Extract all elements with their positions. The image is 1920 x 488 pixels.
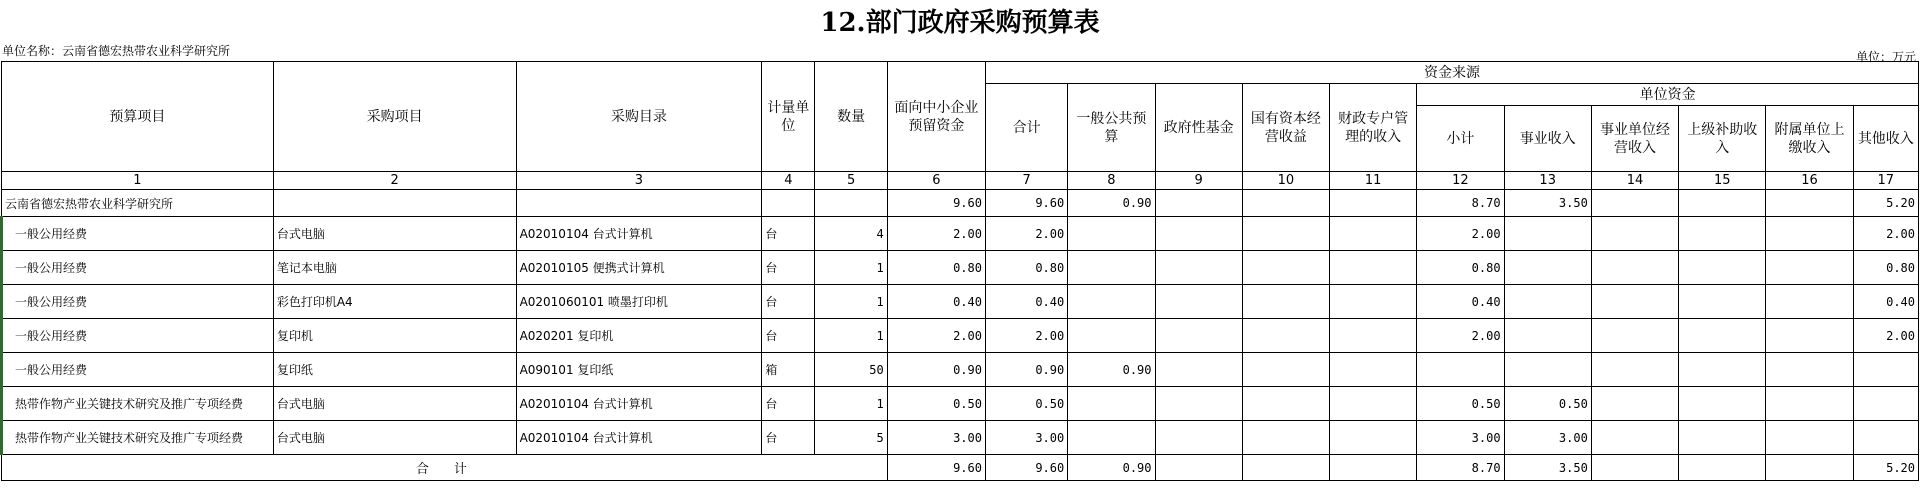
cell-budget-item: 热带作物产业关键技术研究及推广专项经费 bbox=[2, 421, 274, 455]
header-fund-source: 资金来源 bbox=[985, 62, 1918, 84]
cell-measure-unit bbox=[762, 190, 815, 217]
cell-fiscal-special bbox=[1330, 387, 1417, 421]
cell-purchase-item: 笔记本电脑 bbox=[273, 251, 516, 285]
cell-measure-unit: 台 bbox=[762, 251, 815, 285]
cell-state-capital bbox=[1242, 319, 1329, 353]
index-cell: 3 bbox=[516, 172, 762, 190]
cell-other-income: 2.00 bbox=[1853, 319, 1918, 353]
cell-business-income bbox=[1591, 387, 1678, 421]
cell-fiscal-special bbox=[1330, 285, 1417, 319]
table-row bbox=[2, 387, 1919, 421]
cell-career-income bbox=[1504, 319, 1591, 353]
cell-total: 0.80 bbox=[985, 251, 1067, 285]
index-cell: 17 bbox=[1853, 172, 1918, 190]
cell-purchase-item: 复印纸 bbox=[273, 353, 516, 387]
cell-general-public bbox=[1068, 387, 1155, 421]
header-career-income: 事业收入 bbox=[1504, 106, 1591, 172]
cell-gov-fund bbox=[1155, 421, 1242, 455]
index-cell: 8 bbox=[1068, 172, 1155, 190]
cell-purchase-item: 复印机 bbox=[273, 319, 516, 353]
cell-total: 0.90 bbox=[985, 353, 1067, 387]
cell-purchase-item: 彩色打印机A4 bbox=[273, 285, 516, 319]
cell-general-public bbox=[1068, 421, 1155, 455]
table-row bbox=[2, 421, 1919, 455]
cell-career-income: 3.00 bbox=[1504, 421, 1591, 455]
index-cell: 10 bbox=[1242, 172, 1329, 190]
cell-total: 9.60 bbox=[985, 190, 1067, 217]
header-other-income: 其他收入 bbox=[1853, 106, 1918, 172]
cell-state-capital bbox=[1242, 353, 1329, 387]
cell-quantity: 4 bbox=[815, 217, 887, 251]
cell-measure-unit: 台 bbox=[762, 217, 815, 251]
cell-state-capital bbox=[1242, 217, 1329, 251]
cell-measure-unit: 台 bbox=[762, 421, 815, 455]
index-row bbox=[2, 172, 1919, 190]
header-total: 合计 bbox=[985, 84, 1067, 172]
index-cell: 1 bbox=[2, 172, 274, 190]
cell-sme-reserved: 3.00 bbox=[887, 421, 985, 455]
header-superior-subsidy: 上级补助收入 bbox=[1679, 106, 1766, 172]
unit-name: 单位名称：云南省德宏热带农业科学研究所 bbox=[2, 44, 231, 58]
cell-purchase-catalog bbox=[516, 190, 762, 217]
cell-total: 0.40 bbox=[985, 285, 1067, 319]
cell-business-income bbox=[1591, 319, 1678, 353]
table-row bbox=[2, 319, 1919, 353]
cell-budget-item: 热带作物产业关键技术研究及推广专项经费 bbox=[2, 387, 274, 421]
table-row bbox=[2, 217, 1919, 251]
header-unit-fund: 单位资金 bbox=[1417, 84, 1919, 106]
total-row bbox=[2, 455, 1919, 481]
procurement-table bbox=[0, 61, 1919, 481]
total-sme-reserved: 9.60 bbox=[887, 455, 985, 481]
cell-career-income: 3.50 bbox=[1504, 190, 1591, 217]
index-cell: 16 bbox=[1766, 172, 1853, 190]
cell-subtotal: 0.40 bbox=[1417, 285, 1504, 319]
total-career-income: 3.50 bbox=[1504, 455, 1591, 481]
cell-business-income bbox=[1591, 251, 1678, 285]
cell-gov-fund bbox=[1155, 251, 1242, 285]
header-budget-item: 预算项目 bbox=[2, 62, 274, 172]
cell-general-public bbox=[1068, 319, 1155, 353]
total-other-income: 5.20 bbox=[1853, 455, 1918, 481]
cell-purchase-item: 台式电脑 bbox=[273, 421, 516, 455]
total-total: 9.60 bbox=[985, 455, 1067, 481]
cell-quantity: 1 bbox=[815, 251, 887, 285]
cell-fiscal-special bbox=[1330, 319, 1417, 353]
cell-affiliated-income bbox=[1766, 217, 1853, 251]
cell-fiscal-special bbox=[1330, 251, 1417, 285]
cell-subtotal: 8.70 bbox=[1417, 190, 1504, 217]
index-cell: 14 bbox=[1591, 172, 1678, 190]
index-cell: 9 bbox=[1155, 172, 1242, 190]
cell-superior-subsidy bbox=[1679, 251, 1766, 285]
cell-gov-fund bbox=[1155, 353, 1242, 387]
cell-business-income bbox=[1591, 285, 1678, 319]
cell-measure-unit: 箱 bbox=[762, 353, 815, 387]
header-quantity: 数量 bbox=[815, 62, 887, 172]
total-fiscal-special bbox=[1330, 455, 1417, 481]
index-cell: 5 bbox=[815, 172, 887, 190]
index-cell: 12 bbox=[1417, 172, 1504, 190]
cell-gov-fund bbox=[1155, 319, 1242, 353]
header-affiliated-income: 附属单位上缴收入 bbox=[1766, 106, 1853, 172]
unit-label: 单位：万元 bbox=[1855, 50, 1916, 64]
header-sme-reserved: 面向中小企业预留资金 bbox=[887, 62, 985, 172]
cell-superior-subsidy bbox=[1679, 353, 1766, 387]
cell-other-income bbox=[1853, 387, 1918, 421]
index-cell: 11 bbox=[1330, 172, 1417, 190]
cell-subtotal: 2.00 bbox=[1417, 319, 1504, 353]
cell-purchase-catalog: A090101 复印纸 bbox=[516, 353, 762, 387]
cell-subtotal: 2.00 bbox=[1417, 217, 1504, 251]
cell-purchase-catalog: A02010104 台式计算机 bbox=[516, 387, 762, 421]
cell-budget-item: 一般公用经费 bbox=[2, 353, 274, 387]
cell-other-income bbox=[1853, 421, 1918, 455]
index-cell: 13 bbox=[1504, 172, 1591, 190]
page-title: 12.部门政府采购预算表 bbox=[820, 7, 1100, 38]
cell-measure-unit: 台 bbox=[762, 285, 815, 319]
total-state-capital bbox=[1242, 455, 1329, 481]
cell-total: 0.50 bbox=[985, 387, 1067, 421]
total-affiliated-income bbox=[1766, 455, 1853, 481]
cell-affiliated-income bbox=[1766, 353, 1853, 387]
cell-gov-fund bbox=[1155, 190, 1242, 217]
cell-other-income bbox=[1853, 353, 1918, 387]
table-row bbox=[2, 353, 1919, 387]
cell-other-income: 5.20 bbox=[1853, 190, 1918, 217]
cell-business-income bbox=[1591, 353, 1678, 387]
cell-purchase-catalog: A02010104 台式计算机 bbox=[516, 217, 762, 251]
cell-budget-item: 一般公用经费 bbox=[2, 285, 274, 319]
cell-superior-subsidy bbox=[1679, 421, 1766, 455]
cell-purchase-item: 台式电脑 bbox=[273, 217, 516, 251]
cell-subtotal: 0.80 bbox=[1417, 251, 1504, 285]
cell-budget-item: 一般公用经费 bbox=[2, 251, 274, 285]
cell-state-capital bbox=[1242, 190, 1329, 217]
cell-affiliated-income bbox=[1766, 251, 1853, 285]
cell-purchase-catalog: A020201 复印机 bbox=[516, 319, 762, 353]
index-cell: 15 bbox=[1679, 172, 1766, 190]
cell-subtotal: 0.50 bbox=[1417, 387, 1504, 421]
header-general-public: 一般公共预算 bbox=[1068, 84, 1155, 172]
cell-superior-subsidy bbox=[1679, 319, 1766, 353]
cell-subtotal bbox=[1417, 353, 1504, 387]
cell-quantity: 50 bbox=[815, 353, 887, 387]
header-state-capital: 国有资本经营收益 bbox=[1242, 84, 1329, 172]
cell-sme-reserved: 0.80 bbox=[887, 251, 985, 285]
cell-general-public: 0.90 bbox=[1068, 353, 1155, 387]
header-purchase-catalog: 采购目录 bbox=[516, 62, 762, 172]
table-row bbox=[2, 190, 1919, 217]
header-fiscal-special: 财政专户管理的收入 bbox=[1330, 84, 1417, 172]
cell-quantity: 1 bbox=[815, 387, 887, 421]
cell-career-income bbox=[1504, 251, 1591, 285]
cell-gov-fund bbox=[1155, 285, 1242, 319]
cell-measure-unit: 台 bbox=[762, 319, 815, 353]
cell-career-income bbox=[1504, 285, 1591, 319]
cell-budget-item: 一般公用经费 bbox=[2, 217, 274, 251]
cell-superior-subsidy bbox=[1679, 190, 1766, 217]
header-gov-fund: 政府性基金 bbox=[1155, 84, 1242, 172]
cell-purchase-catalog: A0201060101 喷墨打印机 bbox=[516, 285, 762, 319]
cell-other-income: 2.00 bbox=[1853, 217, 1918, 251]
total-business-income bbox=[1591, 455, 1678, 481]
cell-business-income bbox=[1591, 421, 1678, 455]
cell-sme-reserved: 2.00 bbox=[887, 217, 985, 251]
cell-state-capital bbox=[1242, 251, 1329, 285]
cell-business-income bbox=[1591, 217, 1678, 251]
cell-total: 2.00 bbox=[985, 217, 1067, 251]
header-business-income: 事业单位经营收入 bbox=[1591, 106, 1678, 172]
cell-quantity: 1 bbox=[815, 319, 887, 353]
cell-total: 3.00 bbox=[985, 421, 1067, 455]
cell-general-public bbox=[1068, 217, 1155, 251]
cell-affiliated-income bbox=[1766, 190, 1853, 217]
cell-measure-unit: 台 bbox=[762, 387, 815, 421]
cell-fiscal-special bbox=[1330, 217, 1417, 251]
cell-superior-subsidy bbox=[1679, 387, 1766, 421]
cell-quantity bbox=[815, 190, 887, 217]
cell-purchase-item bbox=[273, 190, 516, 217]
cell-purchase-catalog: A02010105 便携式计算机 bbox=[516, 251, 762, 285]
cell-fiscal-special bbox=[1330, 190, 1417, 217]
index-cell: 7 bbox=[985, 172, 1067, 190]
cell-sme-reserved: 9.60 bbox=[887, 190, 985, 217]
cell-career-income bbox=[1504, 217, 1591, 251]
cell-sme-reserved: 2.00 bbox=[887, 319, 985, 353]
cell-career-income: 0.50 bbox=[1504, 387, 1591, 421]
cell-other-income: 0.80 bbox=[1853, 251, 1918, 285]
cell-state-capital bbox=[1242, 285, 1329, 319]
cell-sme-reserved: 0.90 bbox=[887, 353, 985, 387]
header-purchase-item: 采购项目 bbox=[273, 62, 516, 172]
index-cell: 4 bbox=[762, 172, 815, 190]
header-measure-unit: 计量单位 bbox=[762, 62, 815, 172]
cell-affiliated-income bbox=[1766, 319, 1853, 353]
header-subtotal: 小计 bbox=[1417, 106, 1504, 172]
cell-budget-item: 云南省德宏热带农业科学研究所 bbox=[2, 190, 274, 217]
total-general-public: 0.90 bbox=[1068, 455, 1155, 481]
cell-subtotal: 3.00 bbox=[1417, 421, 1504, 455]
total-label: 合 计 bbox=[2, 455, 888, 481]
cell-sme-reserved: 0.40 bbox=[887, 285, 985, 319]
cell-quantity: 1 bbox=[815, 285, 887, 319]
cell-total: 2.00 bbox=[985, 319, 1067, 353]
cell-affiliated-income bbox=[1766, 387, 1853, 421]
index-cell: 6 bbox=[887, 172, 985, 190]
cell-gov-fund bbox=[1155, 387, 1242, 421]
cell-state-capital bbox=[1242, 421, 1329, 455]
cell-budget-item: 一般公用经费 bbox=[2, 319, 274, 353]
total-gov-fund bbox=[1155, 455, 1242, 481]
total-subtotal: 8.70 bbox=[1417, 455, 1504, 481]
cell-affiliated-income bbox=[1766, 421, 1853, 455]
header-row-1 bbox=[2, 62, 1919, 84]
cell-superior-subsidy bbox=[1679, 217, 1766, 251]
cell-business-income bbox=[1591, 190, 1678, 217]
cell-other-income: 0.40 bbox=[1853, 285, 1918, 319]
cell-fiscal-special bbox=[1330, 353, 1417, 387]
cell-gov-fund bbox=[1155, 217, 1242, 251]
cell-fiscal-special bbox=[1330, 421, 1417, 455]
total-superior-subsidy bbox=[1679, 455, 1766, 481]
index-cell: 2 bbox=[273, 172, 516, 190]
cell-quantity: 5 bbox=[815, 421, 887, 455]
cell-sme-reserved: 0.50 bbox=[887, 387, 985, 421]
cell-general-public bbox=[1068, 285, 1155, 319]
cell-general-public bbox=[1068, 251, 1155, 285]
cell-affiliated-income bbox=[1766, 285, 1853, 319]
cell-general-public: 0.90 bbox=[1068, 190, 1155, 217]
cell-purchase-item: 台式电脑 bbox=[273, 387, 516, 421]
cell-purchase-catalog: A02010104 台式计算机 bbox=[516, 421, 762, 455]
table-row bbox=[2, 285, 1919, 319]
cell-career-income bbox=[1504, 353, 1591, 387]
table-row bbox=[2, 251, 1919, 285]
cell-state-capital bbox=[1242, 387, 1329, 421]
cell-superior-subsidy bbox=[1679, 285, 1766, 319]
